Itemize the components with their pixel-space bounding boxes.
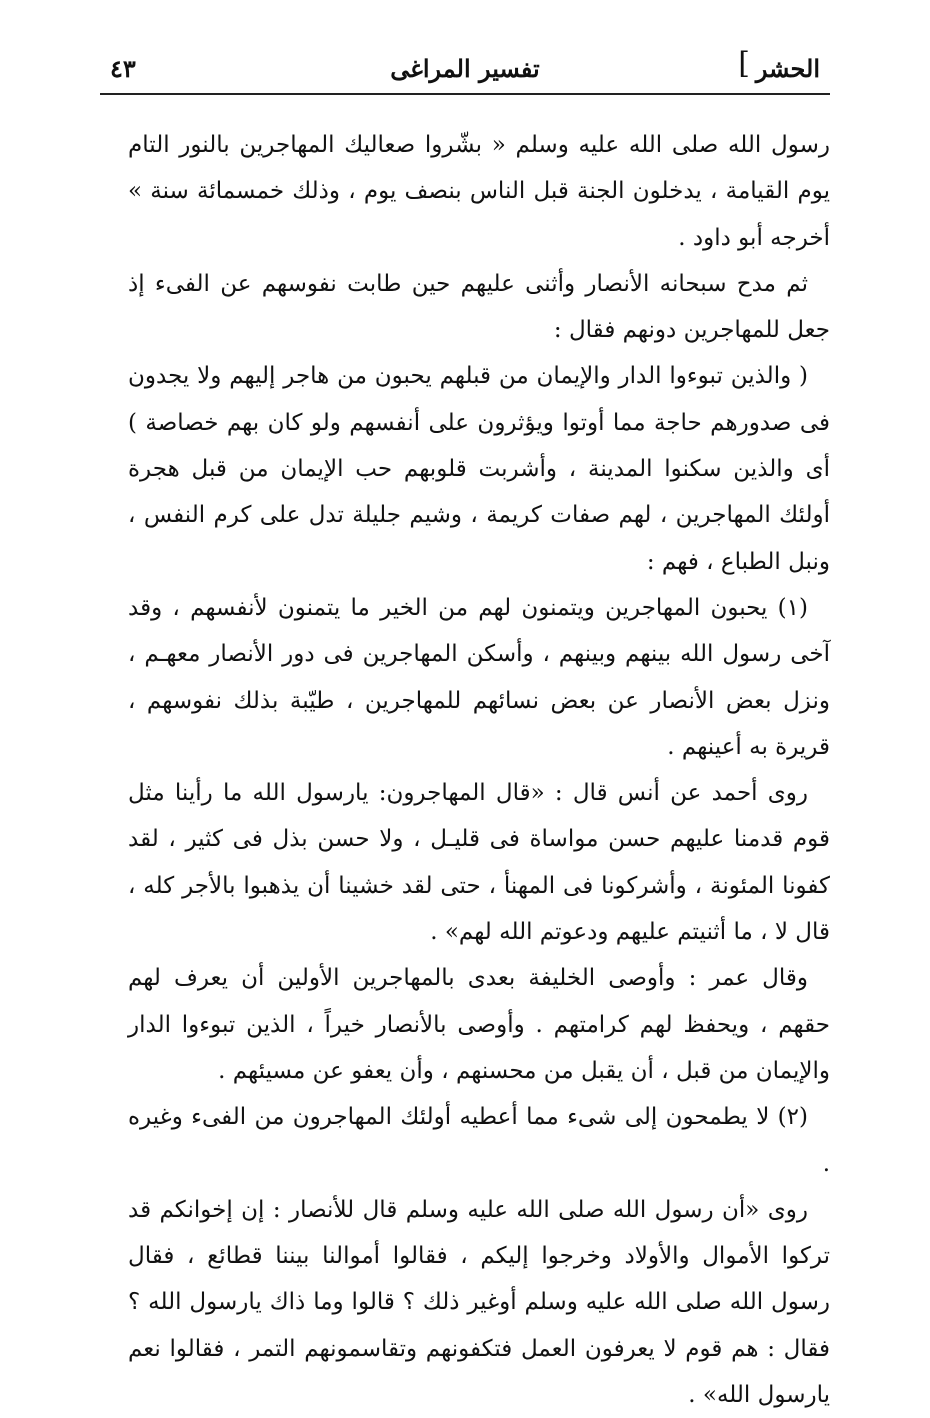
page-header bbox=[100, 40, 830, 92]
paragraph: ثم مدح سبحانه الأنصار وأثنى عليهم حين طابت نفوسهم عن الفىء إذ جعل للمهاجرين دونهم فقال : bbox=[128, 270, 830, 344]
paragraph: ( والذين تبوءوا الدار والإيمان من قبلهم يحبون من هاجر إليهم ولا يجدون فى صدورهم حاجة مما أوتوا ويؤثرون على أنفسهم ولو كان بهم خصاصة ) أى والذين سكنوا المدينة ، وأشربت قلوبهم حب الإيمان من قبل هجرة أولئك المهاجرين ، لهم صفات كريمة ، وشيم جليلة تدل على كرم النفس ، ونبل الطباع ، فهم : bbox=[128, 363, 830, 575]
book-title: تفسير المراغى bbox=[390, 54, 540, 83]
header-bracket: ] bbox=[738, 46, 750, 81]
surah-name: الحشر bbox=[755, 54, 820, 83]
paragraph: وقال عمر : وأوصى الخليفة بعدى بالمهاجرين الأولين أن يعرف لهم حقهم ، ويحفظ لهم كرامتهم . وأوصى بالأنصار خيراً ، الذين تبوءوا الدار والإيمان من قبل ، أن يقبل من محسنهم ، وأن يعفو عن مسيئهم . bbox=[128, 965, 830, 1084]
page-body bbox=[128, 122, 830, 1418]
paragraph: (١) يحبون المهاجرين ويتمنون لهم من الخير ما يتمنون لأنفسهم ، وقد آخى رسول الله بينهم وبينهم ، وأسكن المهاجرين فى دور الأنصار معهـم ، ونزل بعض الأنصار عن بعض نسائهم للمهاجرين ، طيّبة بذلك نفوسهم ، قريرة به أعينهم . bbox=[128, 594, 830, 760]
paragraph: (٢) لا يطمحون إلى شىء مما أعطيه أولئك المهاجرون من الفىء وغيره . bbox=[128, 1104, 830, 1177]
page-number: ٤٣ bbox=[110, 54, 136, 83]
header-rule bbox=[100, 93, 830, 95]
paragraph: روى أحمد عن أنس قال : «قال المهاجرون: يارسول الله ما رأينا مثل قوم قدمنا عليهم حسن مواساة فى قليـل ، ولا حسن بذل فى كثير ، لقد كفونا المئونة ، وأشركونا فى المهنأ ، حتى لقد خشينا أن يذهبوا بالأجر كله ، قال لا ، ما أثنيتم عليهم ودعوتم الله لهم» . bbox=[128, 780, 830, 946]
paragraph: رسول الله صلى الله عليه وسلم « بشّروا صعاليك المهاجرين بالنور التام يوم القيامة ، يدخلون الجنة قبل الناس بنصف يوم ، وذلك خمسمائة سنة » أخرجه أبو داود . bbox=[128, 132, 830, 251]
paragraph: روى «أن رسول الله صلى الله عليه وسلم قال للأنصار : إن إخوانكم قد تركوا الأموال والأولاد وخرجوا إليكم ، فقالوا أموالنا بيننا قطائع ، فقال رسول الله صلى الله عليه وسلم أوغير ذلك ؟ قالوا وما ذاك يارسول الله ؟ فقال : هم قوم لا يعرفون العمل فتكفونهم وتقاسمونهم التمر ، فقالوا نعم يارسول الله» . bbox=[128, 1196, 830, 1409]
